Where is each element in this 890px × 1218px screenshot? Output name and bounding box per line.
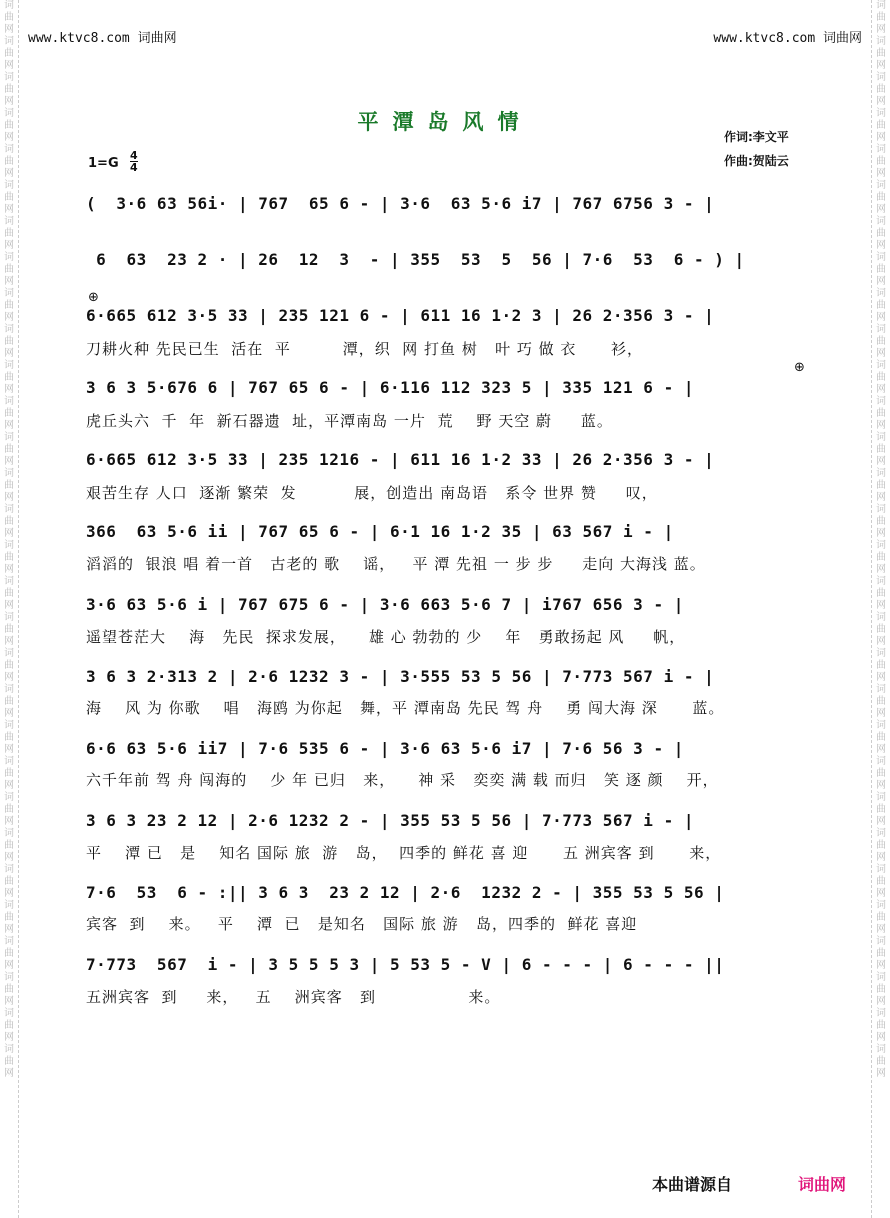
lyric-row-4: 虎丘头六 千 年 新石器遗 址，平潭南岛 一片 荒 野 天空 蔚 蓝。 [86, 412, 613, 430]
key-signature: 1=G [88, 156, 119, 171]
footer-brand-link[interactable]: 词曲网 [798, 1175, 847, 1194]
lyric-row-3: 刀耕火种 先民已生 活在 平 潭，织 网 打鱼 树 叶 巧 做 衣 衫， [86, 340, 644, 358]
lyricist-credit: 作词:李文平 [724, 130, 789, 144]
header-site-left[interactable]: www.ktvc8.com 词曲网 [28, 31, 177, 46]
watermark-left: 词曲网词曲网词曲网词曲网词曲网词曲网词曲网词曲网词曲网词曲网词曲网词曲网词曲网词曲网词曲网词曲网词曲网词曲网词曲网词曲网词曲网词曲网词曲网词曲网词曲网词曲网词曲网词曲网词曲网词曲网 [0, 0, 19, 1218]
notation-row-12: 7·773 567 i - | 3 5 5 5 3 | 5 53 5 - V | 6 - - - | 6 - - - || [86, 955, 725, 974]
lyric-row-10: 平 潭 已 是 知名 国际 旅 游 岛， 四季的 鲜花 喜 迎 五 洲宾客 到 来， [86, 844, 722, 862]
lyric-row-8: 海 风 为 你歌 唱 海鸥 为你起 舞，平 潭南岛 先民 驾 舟 勇 闯大海 深 蓝。 [86, 699, 725, 717]
lyric-row-6: 滔滔的 银浪 唱 着一首 古老的 歌 谣， 平 潭 先祖 一 步 步 走向 大海浅 蓝。 [86, 555, 706, 573]
composer-credit: 作曲:贺陆云 [724, 154, 789, 168]
time-signature [130, 150, 138, 173]
coda-mark: ⊕ [794, 360, 805, 375]
lyric-row-12: 五洲宾客 到 来， 五 洲宾客 到 来。 [86, 988, 501, 1006]
lyric-row-11: 宾客 到 来。 平 潭 已 是知名 国际 旅 游 岛，四季的 鲜花 喜迎 [86, 915, 638, 933]
song-title: 平潭岛风情 [357, 109, 533, 134]
watermark-right: 词曲网词曲网词曲网词曲网词曲网词曲网词曲网词曲网词曲网词曲网词曲网词曲网词曲网词曲网词曲网词曲网词曲网词曲网词曲网词曲网词曲网词曲网词曲网词曲网词曲网词曲网词曲网词曲网词曲网词曲网 [871, 0, 890, 1218]
notation-row-10: 3 6 3 23 2 12 | 2·6 1232 2 - | 355 53 5 56 | 7·773 567 i - | [86, 811, 694, 830]
time-sig-bottom: 4 [130, 161, 138, 174]
notation-row-6: 366 63 5·6 ii | 767 65 6 - | 6·1 16 1·2 35 | 63 567 i - | [86, 522, 674, 541]
notation-row-11: 7·6 53 6 - :|| 3 6 3 23 2 12 | 2·6 1232 2 - | 355 53 5 56 | [86, 883, 725, 902]
notation-row-2: 6 63 23 2 · | 26 12 3 - | 355 53 5 56 | 7·6 53 6 - ) | [86, 250, 745, 269]
lyric-row-5: 艰苦生存 人口 逐渐 繁荣 发 展，创造出 南岛语 系令 世界 赞 叹， [86, 484, 658, 502]
notation-row-3: 6·665 612 3·5 33 | 235 121 6 - | 611 16 1·2 3 | 26 2·356 3 - | [86, 306, 715, 325]
time-sig-top: 4 [130, 149, 138, 162]
notation-row-8: 3 6 3 2·313 2 | 2·6 1232 3 - | 3·555 53 5 56 | 7·773 567 i - | [86, 667, 715, 686]
notation-row-7: 3·6 63 5·6 i | 767 675 6 - | 3·6 663 5·6 7 | i767 656 3 - | [86, 595, 684, 614]
notation-row-9: 6·6 63 5·6 ii7 | 7·6 535 6 - | 3·6 63 5·6 i7 | 7·6 56 3 - | [86, 739, 684, 758]
lyric-row-9: 六千年前 驾 舟 闯海的 少 年 已归 来， 神 采 奕奕 满 载 而归 笑 逐 颜 开， [86, 771, 719, 789]
header-site-right[interactable]: www.ktvc8.com 词曲网 [713, 31, 862, 46]
notation-row-5: 6·665 612 3·5 33 | 235 1216 - | 611 16 1·2 33 | 26 2·356 3 - | [86, 450, 715, 469]
notation-row-4: 3 6 3 5·676 6 | 767 65 6 - | 6·116 112 323 5 | 335 121 6 - | [86, 378, 694, 397]
notation-row-1: ( 3·6 63 56i· | 767 65 6 - | 3·6 63 5·6 i7 | 767 6756 3 - | [86, 194, 715, 213]
lyric-row-7: 遥望苍茫大 海 先民 探求发展， 雄 心 勃勃的 少 年 勇敢扬起 风 帆， [86, 628, 686, 646]
segno-mark: ⊕ [88, 290, 99, 305]
footer-source-label: 本曲谱源自 [652, 1175, 733, 1194]
